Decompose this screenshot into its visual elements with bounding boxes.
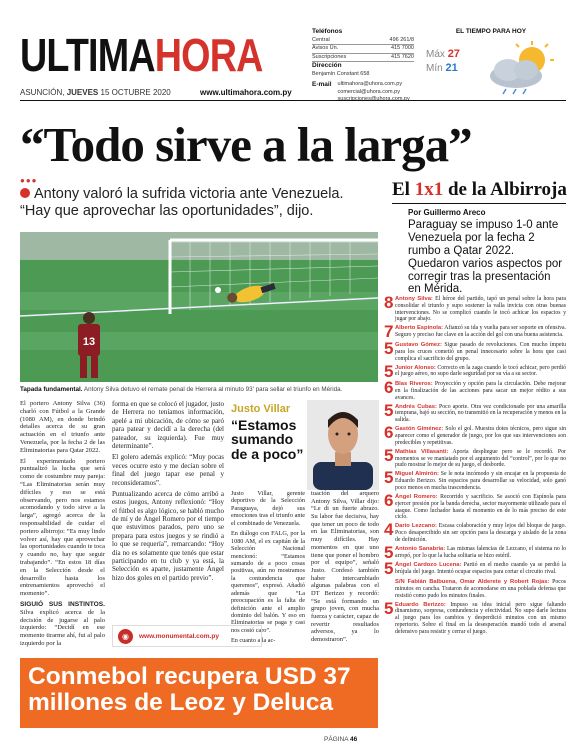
rating-score: 5 [384,361,394,381]
player-rating [384,293,566,323]
radio-link[interactable]: ◉ www.monumental.com.py [112,625,262,647]
radio-icon: ◉ [118,629,133,644]
bottom-headline-banner[interactable]: Conmebol recupera USD 37 millones de Leoz y Deluca [20,658,378,728]
rating-score: 5 [384,598,394,618]
quote-author: Justo Villar [231,403,291,415]
rating-text: El héroe del partido, tapó un penal sobre la hora para consolidar el triunfo y supo sostener la valla invicta con otras buenas intervenciones. No se complicó cuando le tocó achicar los espacios y jugar por abajo. [395,296,566,323]
min-temp: Mín 21 [426,62,458,74]
player-rating [384,490,566,521]
partly-cloudy-icon [478,40,562,96]
masthead-rule [20,100,566,101]
player-rating [384,542,567,562]
player-rating [384,378,566,401]
article-column: tuación del arquero Antony Silva, Villar dijo: “Le di un fuerte abrazo. Su labor fue decisiva, hay que tener un poco de todo en las Eliminatorias, son muy difíciles. Hay momentos en que uno tiene que poner el hombro por el equipo”, señaló Justo. Confesó también haber intercambiado algunas palabras con el DT Berizzo y recordó: “Se está formando un grupo joven, con mucha fuerza y carácter, capaz de revertir resultados adversos, ya lo demostraron”. [311,490,379,644]
player-name: Ángel Cardozo Lucena: [395,562,462,569]
website-link[interactable]: www.ultimahora.com.py [200,88,292,97]
player-name: Gustavo Gómez: [395,341,442,348]
side-section-title: El 1x1 de la Albirroja [392,179,567,200]
rating-score: 5 [384,559,394,579]
player-name: Eduardo Berizzo: [395,601,446,608]
rating-text: Pocos minutos en cancha. Trataron de acomodarse en una poblada defensa que resistió como pudo los minutos finales. [395,578,566,599]
masthead [0,0,580,112]
rating-score: 5 [384,400,394,420]
rating-text: Poco aporte. Otra vez condicionado por una amarilla temprana, bajó su sección, no transmitió en la recuperación y menos en la salida. [395,403,567,424]
player-name: Alberto Espínola: [395,325,444,332]
rating-score: 5 [384,445,394,465]
contact-row: Avisos Ún. 415 7000 [312,45,414,53]
article-column: El portero Antony Silva (36) charló con Fútbol a la Grande (1080 AM), en donde brindó detalles acerca de su gran actuación en el triunfo ante Venezuela, por la fecha 2 de las Eliminatorias para Qatar 2022. El experimentado portero puntualizó la lucha que será como de costumbre muy pareja: “Las Eliminatorias serán muy difíciles y eso se está observando, pero nos estamos acomodando y todo sirve a la larga”, agregó acerca de la responsabilidad de cuidar el portero albirrojo: “Es muy lindo volver así, hay que aprovechar las oportunidades cuando te toca y cuando no, hay que seguir trabajando”. “En estos 18 días en la Selección desde el desarrollo hasta los entrenamientos aprovechó el momento”. SIGUIÓ SUS INSTINTOS. Silva explicó acerca de la decisión de jugarse al palo izquierdo: “Decidí en ese momento tirarme ahí, fui al palo izquierdo por la [20,400,105,648]
player-name: S/N Fabián Balbuena, Omar Alderete y Robert Rojas: [395,578,550,585]
rating-text: Escasa colaboración y muy lejos del bloque de juego. Poco desapercibido sin ser opción para la descarga y aislado de la zona de definición. [395,523,566,543]
author-byline: Por Guillermo Areco [408,208,486,217]
player-rating [384,445,566,469]
player-name: Gastón Giménez: [395,426,444,433]
main-headline: “Todo sirve a la larga” [20,117,472,172]
rating-score: 4 [384,520,394,540]
rating-text: Sigue pasado de revoluciones. Con mucho ímpetu para los cruces cometió un penal innecesario sobre la hora que casi complica el sacrificio del grupo. [395,341,567,362]
rating-text: Recorrido y sacrificio. Se asoció con Espínola para ejercer presión por la banda derecha, sector mayormente utilizado para el ataque. Como luchador hasta el momento en de lo más preciso de este ciclo. [395,493,566,521]
rating-score: 5 [384,468,394,488]
page-number: PÁGINA 46 [324,736,358,743]
rating-text: Impuso su idea inicial pero sigue faltando dinamismo, sorpresa, contundencia y efectividad. No supo darle lectura al juego para los cambios y desperdició minutos con un mismo repertorio. Sobre el final en la desesperación mandó todo el arsenal defensivo para resistir y cerrar el juego. [395,601,567,635]
max-temp: Máx 27 [426,48,460,60]
player-rating [384,559,566,579]
rating-text: Partió en el medio cuando ya se perdió la brújula del juego. Intentó ocupar espacios para cortar el circuito rival. [395,562,566,576]
player-rating [384,400,567,424]
player-rating [384,598,567,636]
side-rule [392,203,566,204]
rating-score: 5 [384,338,394,358]
rating-score: 7 [384,322,394,342]
rating-score: 6 [384,423,394,443]
player-name: Miguel Almirón: [395,471,439,478]
player-name: Darío Lezcano: [395,523,437,530]
quote-text: “Estamos sumando de a poco” [231,417,304,462]
rating-text: Correcto en la zaga cuando le tocó achicar, pero perdió el juego aéreo, no supo darle seguridad por su vía a su sector. [395,364,567,378]
article-column: Justo Villar, gerente deportivo de la Selección Paraguaya, dejó sus emociones tras el triunfo ante el combinado de Venezuela. En diálogo con FALG, por la 1080 AM, el ex capitán de la Selección Nacional mencionó: “Estamos sumando de a poco cosas positivas, aún no mostramos la contundencia que queremos”, expresó. Añadió además que “La preocupación es la falta de definición ante el amplio dominio del balón. Y eso en Eliminatorias se paga y casi nos costó caro”. En cuanto a la ac- [231,490,305,645]
rating-text: Afianzó su ida y vuelta para ser soporte en ofensiva. Seguro y preciso fue clave en la acción del gol con una buena asistencia. [395,325,567,339]
photo-caption: Tapada fundamental. Antony Silva detuvo el remate penal de Herrera al minuto 93' para sellar el triunfo en Mérida. [20,386,343,393]
player-rating [384,423,566,446]
rating-score: 8 [384,293,394,312]
side-deck: Paraguay se impuso 1-0 ante Venezuela por la fecha 2 rumbo a Qatar 2022. Quedaron varios aspectos por corregir tras la presentación en Mérida. [408,219,563,296]
decorative-dots: ●●● [20,176,38,185]
player-name: Mathías Villasanti: [395,448,449,455]
justo-villar-portrait [307,400,379,490]
email-link[interactable]: ultimahora@uhora.com.py [337,81,403,88]
pull-quote [231,404,305,486]
rating-score [384,579,393,599]
dateline: ASUNCIÓN, JUEVES 15 OCTUBRE 2020 [20,88,171,97]
weather-box: EL TIEMPO PARA HOY Máx 27 Mín 21 [416,28,566,100]
article-deck: Antony valoró la sufrida victoria ante Venezuela. “Hay que aprovechar las oportunidades”, dijo. [20,186,344,219]
rating-text: Proyección y opción para la circulación. Debe mejorar en la finalización de las acciones para sacar un mejor rédito a sus avances. [395,381,566,401]
article-column: forma en que se colocó el jugador, justo de Herrera no teníamos información, apelé a mi ubicación, de cómo se paró para patear y decidí a la derecha (del pateador, su izquierda). Fue muy determinante”. El golero además explicó: “Muy pocas veces ocurre esto y me decían sobre el final del juego tapar ese penal y reconsideramos”. Puntualizando acerca de cómo arribó a estos juegos, Antony reflexionó: “Hoy el fútbol es algo lógico, se habló mucho de mí y de Ángel Romero por el tiempo que estuvimos parados, pero uno se prepara para estos juegos y se rindió a lo que se requería”, remarcando: “Hoy día no es solamente que tenés que estar participando en tu club y ya está, la Selección es aparte, justamente Ángel hizo dos goles en el partido previo”. [112,400,224,582]
player-name: Junior Alonso: [395,364,436,371]
player-ratings [384,293,567,638]
match-photo [20,232,378,382]
newspaper-logo[interactable]: ULTIMAHORA [20,29,263,81]
contact-box: Teléfonos Central 496 261/8 Avisos Ún. 415 7000 Suscripciones 415 7620 Dirección Benjamín Constant 658 E-mail ultimahora@uhora.com.py comercial@uhora.com.py [312,28,414,103]
svg-text:13: 13 [82,336,96,348]
rating-text: Aporta despliegue pero se le recordó. Por momentos se ve maniatado por el argumento del “control”, por lo que no pudo mostrar lo mejor de su juego, el desborde. [395,448,566,469]
player-rating [384,468,566,492]
rating-score: 6 [384,490,394,510]
rating-text: Solo el gol. Muestra dotes técnicos, pero sigue sin aparecer como el generador de juego, por los que sus intervenciones son predecibles y repetitivas. [395,426,566,446]
rating-text: Se le nota incómodo y sin encajar en la propuesta de Eduardo Berizzo. Sin espacios para desarrollar su velocidad, solo ganó poco menos en mucha trascendencia. [395,471,566,492]
rating-text: Las mismas falencias de Lezcano, el sistema no lo arropó, por lo que la lucha solitaria se hizo estéril. [395,545,567,559]
player-rating [384,520,566,543]
bullet-icon [20,188,30,198]
rating-score: 6 [384,378,394,398]
player-name: Andrés Cubas: [395,403,437,410]
player-rating [384,322,567,342]
player-name: Antonio Sanabria: [395,545,446,552]
email-link[interactable]: comercial@uhora.com.py [337,88,400,95]
player-name: Antony Silva: [395,296,433,302]
rating-score: 5 [384,542,394,562]
contact-row: Suscripciones 415 7620 [312,54,414,62]
player-rating [384,579,566,599]
contact-row: Central 496 261/8 [312,37,414,45]
player-rating [384,338,567,362]
player-name: Blas Riveros: [395,381,433,388]
player-name: Ángel Romero: [395,493,438,500]
player-rating [384,361,567,381]
